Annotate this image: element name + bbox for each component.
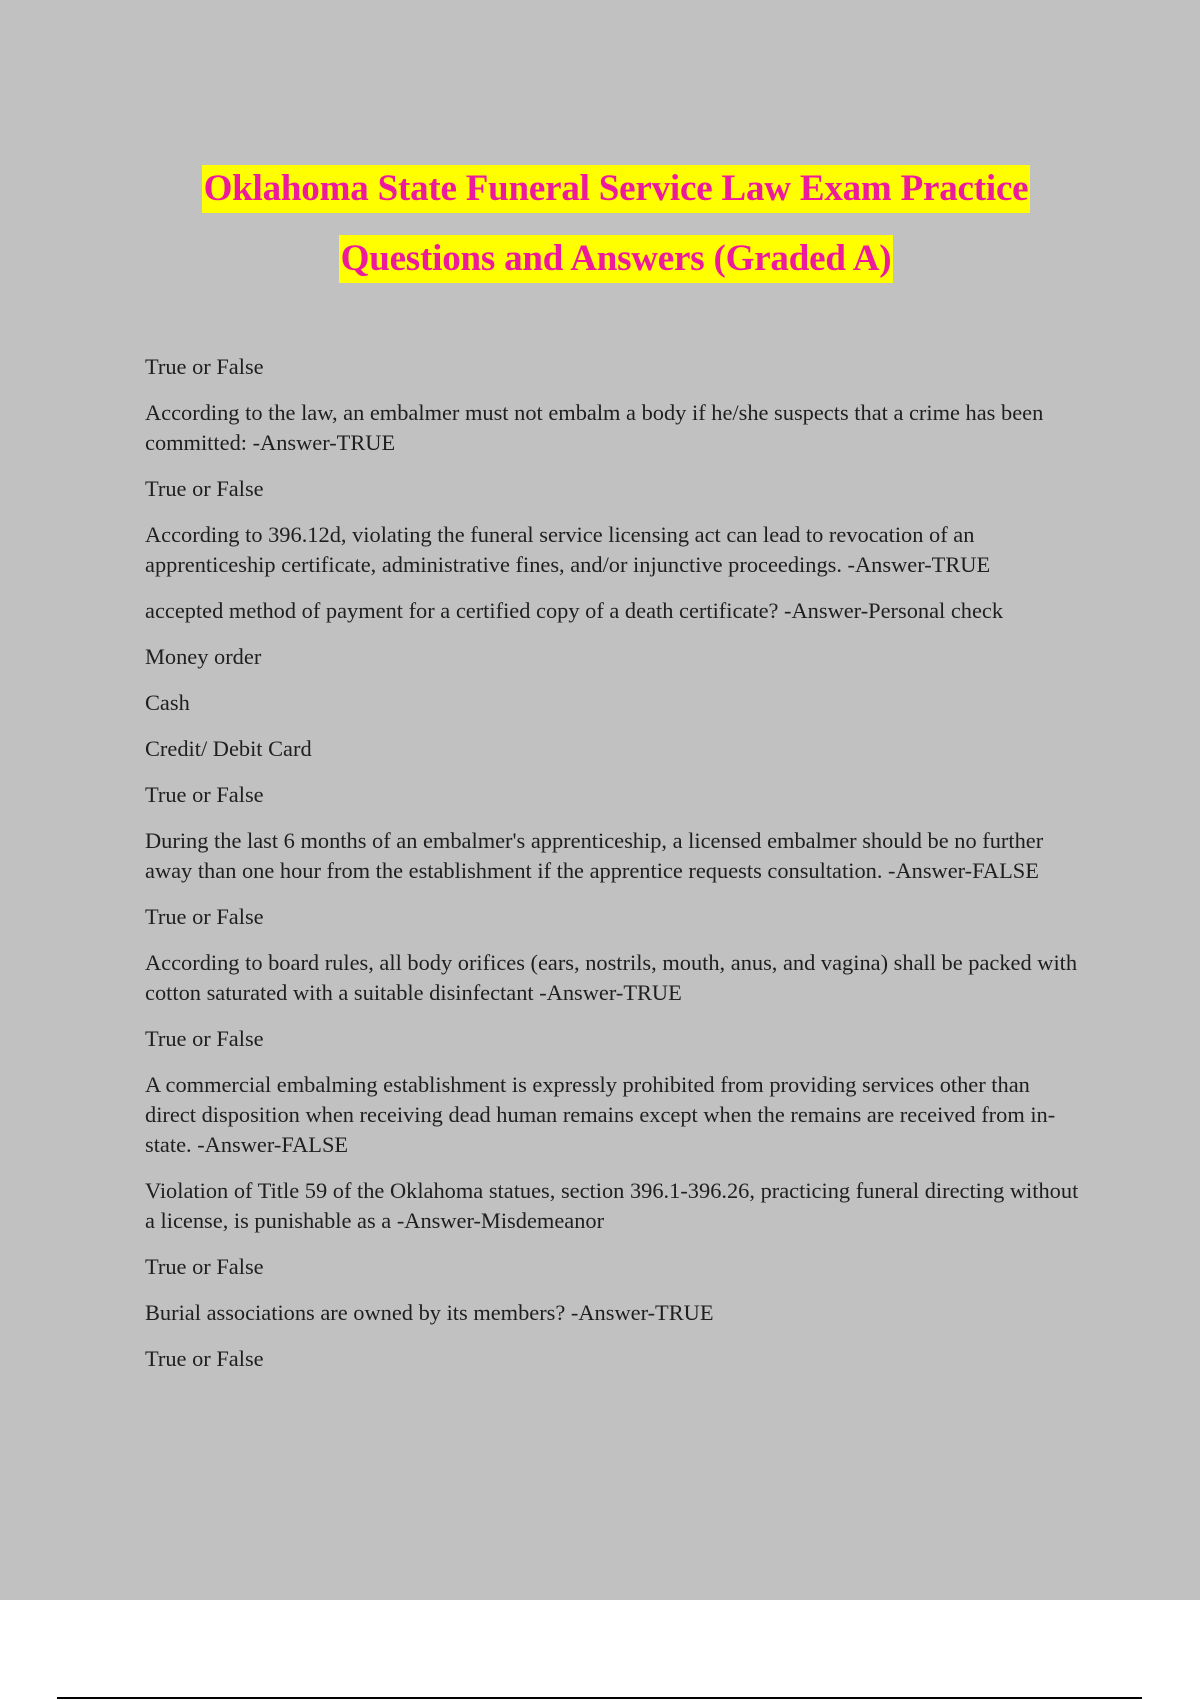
- paragraph: According to the law, an embalmer must not embalm a body if he/she suspects that a crime has been committed: -Answer-TRUE: [145, 400, 1044, 455]
- paragraph: True or False: [145, 1026, 264, 1051]
- paragraph: True or False: [145, 354, 264, 379]
- paragraph: Money order: [145, 644, 262, 669]
- paragraph: Cash: [145, 690, 190, 715]
- title-line-2: Questions and Answers (Graded A): [339, 235, 894, 283]
- paragraph: Violation of Title 59 of the Oklahoma statues, section 396.1-396.26, practicing funeral directing without a license, is punishable as a -Answer-Misdemeanor: [145, 1178, 1079, 1233]
- paragraph: True or False: [145, 782, 264, 807]
- title-line-1: Oklahoma State Funeral Service Law Exam Practice: [202, 165, 1031, 213]
- paragraph: Credit/ Debit Card: [145, 736, 312, 761]
- paragraph: accepted method of payment for a certified copy of a death certificate? -Answer-Personal check: [145, 598, 1004, 623]
- paragraph: True or False: [145, 1254, 264, 1279]
- paragraph: A commercial embalming establishment is expressly prohibited from providing services other than direct disposition when receiving dead human remains except when the remains are received from in-state. -Answer-FALSE: [145, 1072, 1056, 1157]
- paragraph: Burial associations are owned by its members? -Answer-TRUE: [145, 1300, 714, 1325]
- paragraph: True or False: [145, 1346, 264, 1371]
- paragraph: According to 396.12d, violating the funeral service licensing act can lead to revocation of an apprenticeship certificate, administrative fines, and/or injunctive proceedings. -Answer-TRUE: [145, 522, 991, 577]
- paragraph: During the last 6 months of an embalmer's apprenticeship, a licensed embalmer should be no further away than one hour from the establishment if the apprentice requests consultation. -Answer-FALSE: [145, 828, 1044, 883]
- question-list: [145, 352, 1085, 1390]
- paragraph: True or False: [145, 476, 264, 501]
- paragraph: True or False: [145, 904, 264, 929]
- document-title: [0, 165, 1200, 305]
- paragraph: According to board rules, all body orifices (ears, nostrils, mouth, anus, and vagina) shall be packed with cotton saturated with a suitable disinfectant -Answer-TRUE: [145, 950, 1078, 1005]
- footer-divider: [57, 1697, 1142, 1699]
